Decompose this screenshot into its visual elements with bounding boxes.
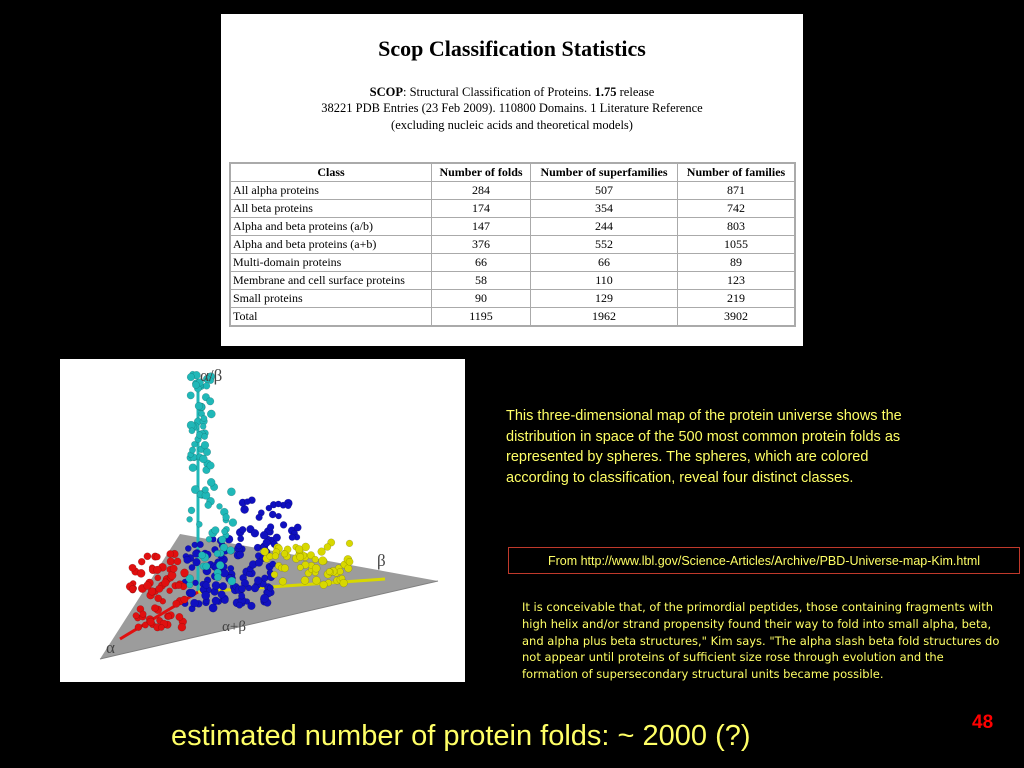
alpha-plus-beta-sphere <box>260 531 268 539</box>
beta-sphere <box>326 568 332 574</box>
header-families: Number of families <box>678 163 796 182</box>
alpha-plus-beta-sphere <box>203 582 210 589</box>
alpha-beta-sphere <box>201 415 207 421</box>
beta-sphere <box>346 540 353 547</box>
table-row <box>230 182 795 200</box>
scop-statistics-panel <box>221 14 803 346</box>
alpha-beta-sphere <box>191 441 197 447</box>
table-row <box>230 236 795 254</box>
alpha-plus-beta-sphere <box>251 529 259 537</box>
alpha-plus-beta-sphere <box>239 585 246 592</box>
alpha-plus-beta-sphere <box>267 524 274 531</box>
class-cell: All beta proteins <box>230 200 432 218</box>
alpha-beta-sphere <box>201 441 209 449</box>
alpha-beta-sphere <box>205 502 212 509</box>
count-cell: 244 <box>531 218 678 236</box>
table-row <box>230 272 795 290</box>
alpha-sphere <box>140 611 147 618</box>
alpha-plus-beta-sphere <box>289 534 296 541</box>
alpha-plus-beta-sphere <box>238 593 245 600</box>
alpha-plus-beta-sphere <box>202 591 210 599</box>
alpha-plus-beta-sphere <box>273 534 281 542</box>
alpha-beta-sphere <box>195 402 203 410</box>
alpha-sphere <box>147 618 155 626</box>
scop-description-line1 <box>221 84 803 100</box>
alpha-sphere <box>137 569 145 577</box>
alpha-beta-sphere <box>217 503 223 509</box>
axis-label-beta: β <box>377 551 386 570</box>
class-cell: Alpha and beta proteins (a+b) <box>230 236 432 254</box>
beta-sphere <box>279 578 287 586</box>
alpha-beta-sphere <box>207 462 215 470</box>
beta-sphere <box>312 564 320 572</box>
alpha-plus-beta-sphere <box>254 577 262 585</box>
alpha-plus-beta-sphere <box>244 499 250 505</box>
beta-sphere <box>301 576 309 584</box>
alpha-plus-beta-sphere <box>209 604 217 612</box>
alpha-sphere <box>155 575 161 581</box>
beta-sphere <box>297 553 304 560</box>
alpha-sphere <box>129 564 136 571</box>
alpha-sphere <box>170 565 177 572</box>
alpha-sphere <box>153 566 161 574</box>
alpha-sphere <box>168 571 176 579</box>
beta-sphere <box>281 550 288 557</box>
count-cell: 58 <box>432 272 531 290</box>
alpha-beta-sphere <box>202 487 209 494</box>
alpha-beta-sphere <box>219 536 226 543</box>
header-class: Class <box>230 163 432 182</box>
beta-sphere <box>312 556 319 563</box>
alpha-plus-beta-sphere <box>275 501 281 507</box>
scop-description-line3: (excluding nucleic acids and theoretical models) <box>391 118 633 132</box>
count-cell: 1055 <box>678 236 796 254</box>
alpha-plus-beta-sphere <box>184 556 191 563</box>
alpha-beta-sphere <box>227 547 235 555</box>
alpha-plus-beta-sphere <box>256 514 263 521</box>
scop-description-line2: 38221 PDB Entries (23 Feb 2009). 110800 Domains. 1 Literature Reference <box>321 101 703 115</box>
alpha-plus-beta-sphere <box>248 602 256 610</box>
beta-sphere <box>345 565 353 573</box>
count-cell: 552 <box>531 236 678 254</box>
alpha-beta-sphere <box>189 464 197 472</box>
alpha-plus-beta-sphere <box>237 551 244 558</box>
protein-universe-map <box>60 359 465 682</box>
alpha-sphere <box>178 623 186 631</box>
kim-quote: It is conceivable that, of the primordial peptides, those containing fragments with high helix and/or strand propensity found their way to fold into small alpha, beta, and alpha plus beta structures," Kim says. "The alpha slash beta fold structures do not appear until proteins of sufficient size rose through evolution and the formation of supersecondary structural units became possible. <box>522 600 1000 682</box>
class-cell: Total <box>230 308 432 327</box>
alpha-beta-sphere <box>203 563 210 570</box>
count-cell: 90 <box>432 290 531 308</box>
beta-sphere <box>312 576 320 584</box>
alpha-sphere <box>151 605 158 612</box>
class-cell: Alpha and beta proteins (a/b) <box>230 218 432 236</box>
alpha-beta-sphere <box>228 577 236 585</box>
header-folds: Number of folds <box>432 163 531 182</box>
alpha-beta-sphere <box>214 574 221 581</box>
alpha-sphere <box>156 585 163 592</box>
map-caption: This three-dimensional map of the protein universe shows the distribution in space of the 500 most common protein folds as represented by spheres. The spheres, which are colored according to classification, reveal four distinct classes. <box>506 408 902 486</box>
alpha-beta-sphere <box>199 455 207 463</box>
count-cell: 354 <box>531 200 678 218</box>
alpha-sphere <box>135 624 142 631</box>
folds-estimate-heading: estimated number of protein folds: ~ 2000 (?) <box>171 720 751 752</box>
count-cell: 89 <box>678 254 796 272</box>
count-cell: 871 <box>678 182 796 200</box>
table-title: Scop Classification Statistics <box>378 36 646 61</box>
beta-sphere <box>324 544 331 551</box>
class-cell: All alpha proteins <box>230 182 432 200</box>
alpha-plus-beta-sphere <box>263 539 271 547</box>
scop-abbrev: SCOP <box>369 85 403 99</box>
alpha-plus-beta-sphere <box>197 541 204 548</box>
count-cell: 66 <box>432 254 531 272</box>
alpha-sphere <box>167 588 173 594</box>
count-cell: 174 <box>432 200 531 218</box>
alpha-beta-sphere <box>216 561 224 569</box>
alpha-beta-sphere <box>189 428 195 434</box>
table-row <box>230 308 795 327</box>
alpha-beta-sphere <box>214 550 221 557</box>
scop-release: 1.75 <box>594 85 617 99</box>
count-cell: 123 <box>678 272 796 290</box>
alpha-beta-sphere <box>202 434 208 440</box>
stats-table <box>229 162 796 327</box>
table-row <box>230 218 795 236</box>
alpha-beta-sphere <box>187 373 195 381</box>
count-cell: 742 <box>678 200 796 218</box>
slide-number: 48 <box>972 712 994 733</box>
alpha-beta-sphere <box>203 448 211 456</box>
count-cell: 1962 <box>531 308 678 327</box>
alpha-beta-sphere <box>206 398 214 406</box>
beta-sphere <box>297 564 303 570</box>
alpha-plus-beta-sphere <box>188 589 196 597</box>
alpha-beta-sphere <box>227 488 235 496</box>
alpha-beta-sphere <box>207 478 215 486</box>
count-cell: 284 <box>432 182 531 200</box>
alpha-plus-beta-sphere <box>185 545 191 551</box>
count-cell: 376 <box>432 236 531 254</box>
header-superfamilies: Number of superfamilies <box>531 163 678 182</box>
alpha-plus-beta-sphere <box>190 599 198 607</box>
count-cell: 1195 <box>432 308 531 327</box>
alpha-sphere <box>154 554 161 561</box>
count-cell: 66 <box>531 254 678 272</box>
alpha-sphere <box>181 596 188 603</box>
alpha-plus-beta-sphere <box>276 513 282 519</box>
alpha-sphere <box>167 550 174 557</box>
alpha-sphere <box>176 613 183 620</box>
alpha-plus-beta-sphere <box>266 505 272 511</box>
beta-sphere <box>346 558 353 565</box>
alpha-beta-sphere <box>189 447 195 453</box>
alpha-beta-sphere <box>196 521 202 527</box>
class-cell: Small proteins <box>230 290 432 308</box>
beta-sphere <box>295 546 303 554</box>
alpha-plus-beta-sphere <box>236 543 242 549</box>
table-row <box>230 200 795 218</box>
protein-map-svg <box>60 359 465 682</box>
alpha-sphere <box>144 553 151 560</box>
alpha-plus-beta-sphere <box>239 526 246 533</box>
axis-label-alpha-beta: α/β <box>200 366 223 385</box>
axis-label-alpha: α <box>106 638 115 657</box>
axis-label-alpha-plus-beta: α+β <box>222 619 246 635</box>
class-cell: Membrane and cell surface proteins <box>230 272 432 290</box>
alpha-plus-beta-sphere <box>280 521 287 528</box>
alpha-beta-sphere <box>206 536 212 542</box>
alpha-plus-beta-sphere <box>294 524 301 531</box>
alpha-sphere <box>181 569 189 577</box>
alpha-beta-sphere <box>212 527 220 535</box>
alpha-sphere <box>129 586 136 593</box>
beta-sphere <box>319 557 327 565</box>
beta-sphere <box>337 568 344 575</box>
table-header-row <box>230 163 795 182</box>
class-cell: Multi-domain proteins <box>230 254 432 272</box>
alpha-beta-sphere <box>207 410 215 418</box>
table-row <box>230 254 795 272</box>
alpha-sphere <box>138 558 145 565</box>
alpha-sphere <box>133 612 139 618</box>
alpha-beta-sphere <box>221 528 227 534</box>
alpha-plus-beta-sphere <box>212 597 220 605</box>
alpha-plus-beta-sphere <box>255 559 263 567</box>
alpha-plus-beta-sphere <box>193 558 201 566</box>
beta-sphere <box>281 564 289 572</box>
count-cell: 147 <box>432 218 531 236</box>
alpha-beta-sphere <box>187 392 194 399</box>
alpha-beta-sphere <box>188 507 195 514</box>
count-cell: 507 <box>531 182 678 200</box>
alpha-plus-beta-sphere <box>269 511 276 518</box>
scop-desc-text: : Structural Classification of Proteins. <box>403 85 595 99</box>
alpha-beta-sphere <box>229 519 237 527</box>
alpha-beta-sphere <box>192 381 199 388</box>
count-cell: 803 <box>678 218 796 236</box>
count-cell: 129 <box>531 290 678 308</box>
alpha-plus-beta-sphere <box>285 503 291 509</box>
alpha-plus-beta-sphere <box>251 584 259 592</box>
alpha-plus-beta-sphere <box>238 536 244 542</box>
alpha-plus-beta-sphere <box>260 594 268 602</box>
scop-desc-suffix: release <box>616 85 655 99</box>
count-cell: 3902 <box>678 308 796 327</box>
beta-sphere <box>340 579 348 587</box>
alpha-sphere <box>165 613 171 619</box>
alpha-plus-beta-sphere <box>219 582 227 590</box>
alpha-beta-sphere <box>223 514 230 521</box>
alpha-sphere <box>174 558 181 565</box>
source-link[interactable]: From http://www.lbl.gov/Science-Articles/Archive/PBD-Universe-map-Kim.html <box>508 547 1020 574</box>
count-cell: 110 <box>531 272 678 290</box>
alpha-sphere <box>162 579 170 587</box>
beta-sphere <box>320 581 328 589</box>
alpha-sphere <box>173 600 180 607</box>
table-row <box>230 290 795 308</box>
alpha-plus-beta-sphere <box>212 581 220 589</box>
alpha-sphere <box>144 582 152 590</box>
alpha-sphere <box>158 624 164 630</box>
alpha-beta-sphere <box>198 552 205 559</box>
beta-sphere <box>271 571 278 578</box>
alpha-beta-sphere <box>200 424 206 430</box>
count-cell: 219 <box>678 290 796 308</box>
alpha-plus-beta-sphere <box>218 591 226 599</box>
alpha-plus-beta-sphere <box>236 602 242 608</box>
beta-sphere <box>272 553 279 560</box>
alpha-sphere <box>155 595 162 602</box>
alpha-sphere <box>175 582 182 589</box>
alpha-plus-beta-sphere <box>267 585 273 591</box>
alpha-sphere <box>167 558 175 566</box>
alpha-beta-sphere <box>187 516 193 522</box>
